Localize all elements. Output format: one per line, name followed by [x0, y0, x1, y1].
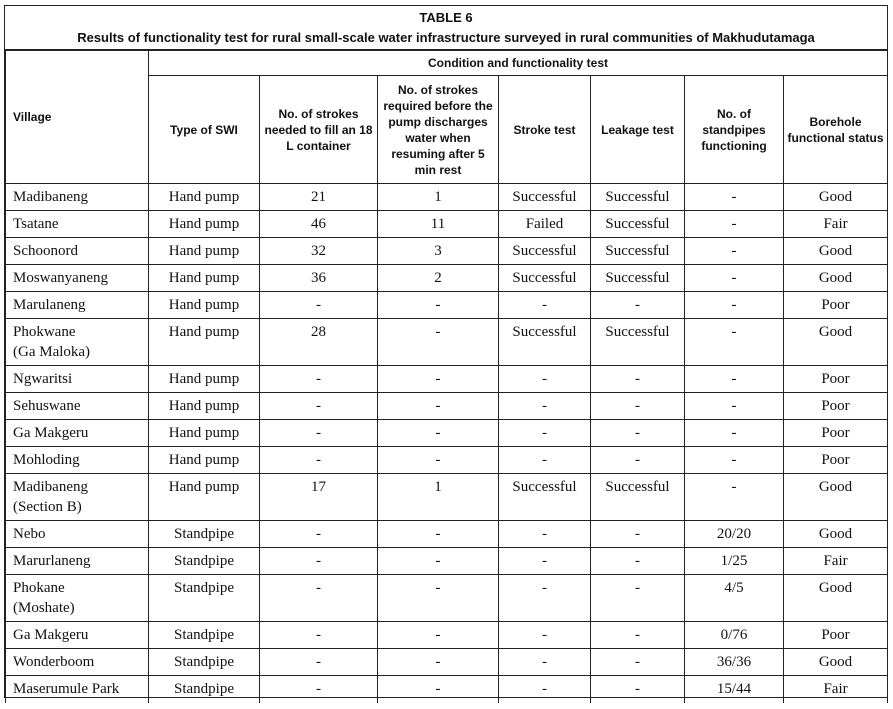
- cell-strokes-fill: -: [260, 548, 378, 575]
- cell-leakage-test: -: [591, 420, 685, 447]
- cell-strokes-resume: -: [378, 575, 499, 622]
- cell-standpipes: 15/44: [685, 676, 784, 703]
- cell-borehole: Poor: [784, 393, 888, 420]
- cell-strokes-resume: -: [378, 622, 499, 649]
- cell-leakage-test: Successful: [591, 474, 685, 521]
- cell-stroke-test: Successful: [499, 319, 591, 366]
- group-header-condition: Condition and functionality test: [149, 51, 888, 76]
- cell-leakage-test: -: [591, 548, 685, 575]
- cell-standpipes: 4/5: [685, 575, 784, 622]
- col-header-standpipes: No. of standpipes functioning: [685, 76, 784, 184]
- cell-borehole: Poor: [784, 420, 888, 447]
- cell-strokes-fill: 46: [260, 211, 378, 238]
- table-row: [6, 292, 888, 319]
- cell-borehole: Fair: [784, 676, 888, 703]
- cell-stroke-test: -: [499, 447, 591, 474]
- cell-strokes-fill: -: [260, 521, 378, 548]
- cell-strokes-resume: -: [378, 292, 499, 319]
- functionality-table: [5, 50, 888, 703]
- cell-leakage-test: Successful: [591, 184, 685, 211]
- table-row: [6, 238, 888, 265]
- cell-standpipes: -: [685, 420, 784, 447]
- cell-strokes-resume: -: [378, 649, 499, 676]
- cell-type: Hand pump: [149, 238, 260, 265]
- cell-strokes-fill: -: [260, 420, 378, 447]
- cell-village: Ga Makgeru: [6, 420, 149, 447]
- cell-leakage-test: -: [591, 676, 685, 703]
- cell-stroke-test: -: [499, 521, 591, 548]
- cell-stroke-test: Successful: [499, 265, 591, 292]
- cell-strokes-fill: -: [260, 622, 378, 649]
- cell-borehole: Good: [784, 265, 888, 292]
- cell-type: Hand pump: [149, 292, 260, 319]
- cell-standpipes: -: [685, 211, 784, 238]
- cell-strokes-resume: 3: [378, 238, 499, 265]
- cell-borehole: Poor: [784, 447, 888, 474]
- cell-village: Ga Makgeru: [6, 622, 149, 649]
- cell-stroke-test: -: [499, 649, 591, 676]
- cell-standpipes: -: [685, 447, 784, 474]
- table-row: [6, 474, 888, 521]
- col-header-strokes-resume: No. of strokes required before the pump discharges water when resuming after 5 min rest: [378, 76, 499, 184]
- cell-strokes-fill: -: [260, 393, 378, 420]
- table-row: [6, 366, 888, 393]
- col-header-leakage-test: Leakage test: [591, 76, 685, 184]
- cell-stroke-test: -: [499, 420, 591, 447]
- cell-village: Madibaneng (Section B): [6, 474, 149, 521]
- cell-strokes-resume: -: [378, 319, 499, 366]
- cell-strokes-fill: 36: [260, 265, 378, 292]
- cell-stroke-test: -: [499, 366, 591, 393]
- cell-type: Hand pump: [149, 319, 260, 366]
- cell-village: Tsatane: [6, 211, 149, 238]
- cell-borehole: Good: [784, 474, 888, 521]
- cell-type: Standpipe: [149, 575, 260, 622]
- cell-leakage-test: Successful: [591, 319, 685, 366]
- table-row: [6, 420, 888, 447]
- cell-stroke-test: -: [499, 575, 591, 622]
- cell-standpipes: -: [685, 319, 784, 366]
- cell-standpipes: -: [685, 393, 784, 420]
- cell-village: Phokane (Moshate): [6, 575, 149, 622]
- cell-type: Standpipe: [149, 676, 260, 703]
- cell-borehole: Good: [784, 575, 888, 622]
- cell-standpipes: 1/25: [685, 548, 784, 575]
- cell-strokes-resume: 2: [378, 265, 499, 292]
- table-row: [6, 319, 888, 366]
- cell-leakage-test: -: [591, 649, 685, 676]
- cell-leakage-test: -: [591, 366, 685, 393]
- cell-type: Hand pump: [149, 265, 260, 292]
- table-title: Results of functionality test for rural small-scale water infrastructure surveyed in rural communities of Makhudutamaga: [77, 30, 815, 45]
- cell-leakage-test: Successful: [591, 238, 685, 265]
- cell-village: Nebo: [6, 521, 149, 548]
- table-row: [6, 184, 888, 211]
- cell-type: Hand pump: [149, 474, 260, 521]
- cell-strokes-resume: -: [378, 393, 499, 420]
- cell-standpipes: -: [685, 366, 784, 393]
- cell-type: Standpipe: [149, 649, 260, 676]
- cell-stroke-test: -: [499, 622, 591, 649]
- cell-borehole: Good: [784, 649, 888, 676]
- cell-leakage-test: -: [591, 622, 685, 649]
- cell-strokes-resume: -: [378, 548, 499, 575]
- cell-standpipes: 20/20: [685, 521, 784, 548]
- cell-village: Phokwane (Ga Maloka): [6, 319, 149, 366]
- cell-type: Hand pump: [149, 366, 260, 393]
- cell-strokes-fill: -: [260, 649, 378, 676]
- table-row: [6, 622, 888, 649]
- cell-strokes-fill: -: [260, 292, 378, 319]
- cell-standpipes: -: [685, 184, 784, 211]
- cell-type: Hand pump: [149, 211, 260, 238]
- cell-strokes-fill: -: [260, 366, 378, 393]
- cell-type: Standpipe: [149, 521, 260, 548]
- cell-stroke-test: -: [499, 548, 591, 575]
- cell-strokes-resume: -: [378, 521, 499, 548]
- cell-type: Hand pump: [149, 447, 260, 474]
- cell-type: Standpipe: [149, 548, 260, 575]
- col-header-type: Type of SWI: [149, 76, 260, 184]
- cell-leakage-test: -: [591, 521, 685, 548]
- cell-stroke-test: Successful: [499, 474, 591, 521]
- cell-village: Maserumule Park: [6, 676, 149, 703]
- cell-strokes-resume: 1: [378, 474, 499, 521]
- cell-borehole: Poor: [784, 622, 888, 649]
- cell-strokes-resume: -: [378, 366, 499, 393]
- cell-standpipes: 0/76: [685, 622, 784, 649]
- cell-stroke-test: -: [499, 676, 591, 703]
- cell-borehole: Good: [784, 521, 888, 548]
- cell-village: Madibaneng: [6, 184, 149, 211]
- col-header-stroke-test: Stroke test: [499, 76, 591, 184]
- cell-village: Mohloding: [6, 447, 149, 474]
- table-label: TABLE 6: [419, 10, 473, 25]
- cell-strokes-resume: 11: [378, 211, 499, 238]
- cell-village: Schoonord: [6, 238, 149, 265]
- cell-borehole: Poor: [784, 292, 888, 319]
- cell-stroke-test: Failed: [499, 211, 591, 238]
- cell-strokes-resume: -: [378, 676, 499, 703]
- cell-type: Hand pump: [149, 420, 260, 447]
- col-header-strokes-fill: No. of strokes needed to fill an 18 L container: [260, 76, 378, 184]
- cell-leakage-test: -: [591, 393, 685, 420]
- cell-type: Standpipe: [149, 622, 260, 649]
- cell-standpipes: -: [685, 265, 784, 292]
- cell-type: Hand pump: [149, 393, 260, 420]
- cell-stroke-test: Successful: [499, 238, 591, 265]
- cell-borehole: Fair: [784, 211, 888, 238]
- cell-standpipes: 36/36: [685, 649, 784, 676]
- col-header-borehole: Borehole functional status: [784, 76, 888, 184]
- cell-leakage-test: -: [591, 447, 685, 474]
- table-caption: [5, 6, 887, 50]
- cell-borehole: Fair: [784, 548, 888, 575]
- cell-leakage-test: -: [591, 575, 685, 622]
- cell-village: Wonderboom: [6, 649, 149, 676]
- table-row: [6, 393, 888, 420]
- cell-standpipes: -: [685, 474, 784, 521]
- cell-village: Ngwaritsi: [6, 366, 149, 393]
- cell-village: Marulaneng: [6, 292, 149, 319]
- cell-strokes-fill: 28: [260, 319, 378, 366]
- cell-village: Sehuswane: [6, 393, 149, 420]
- cell-stroke-test: Successful: [499, 184, 591, 211]
- table-frame: [4, 5, 888, 698]
- cell-strokes-fill: -: [260, 575, 378, 622]
- cell-strokes-resume: -: [378, 420, 499, 447]
- table-body: [6, 184, 888, 703]
- cell-village: Moswanyaneng: [6, 265, 149, 292]
- table-row: [6, 676, 888, 703]
- cell-leakage-test: -: [591, 292, 685, 319]
- table-row: [6, 265, 888, 292]
- table-row: [6, 548, 888, 575]
- cell-stroke-test: -: [499, 393, 591, 420]
- cell-strokes-fill: 32: [260, 238, 378, 265]
- cell-borehole: Good: [784, 319, 888, 366]
- cell-strokes-fill: -: [260, 676, 378, 703]
- cell-standpipes: -: [685, 292, 784, 319]
- col-header-village: Village: [6, 51, 149, 184]
- cell-borehole: Good: [784, 184, 888, 211]
- table-row: [6, 211, 888, 238]
- cell-type: Hand pump: [149, 184, 260, 211]
- cell-standpipes: -: [685, 238, 784, 265]
- table-row: [6, 447, 888, 474]
- cell-borehole: Good: [784, 238, 888, 265]
- cell-strokes-fill: -: [260, 447, 378, 474]
- cell-strokes-fill: 17: [260, 474, 378, 521]
- table-row: [6, 521, 888, 548]
- cell-leakage-test: Successful: [591, 211, 685, 238]
- table-row: [6, 649, 888, 676]
- cell-strokes-fill: 21: [260, 184, 378, 211]
- cell-leakage-test: Successful: [591, 265, 685, 292]
- table-row: [6, 575, 888, 622]
- cell-strokes-resume: 1: [378, 184, 499, 211]
- cell-borehole: Poor: [784, 366, 888, 393]
- cell-strokes-resume: -: [378, 447, 499, 474]
- cell-stroke-test: -: [499, 292, 591, 319]
- cell-village: Marurlaneng: [6, 548, 149, 575]
